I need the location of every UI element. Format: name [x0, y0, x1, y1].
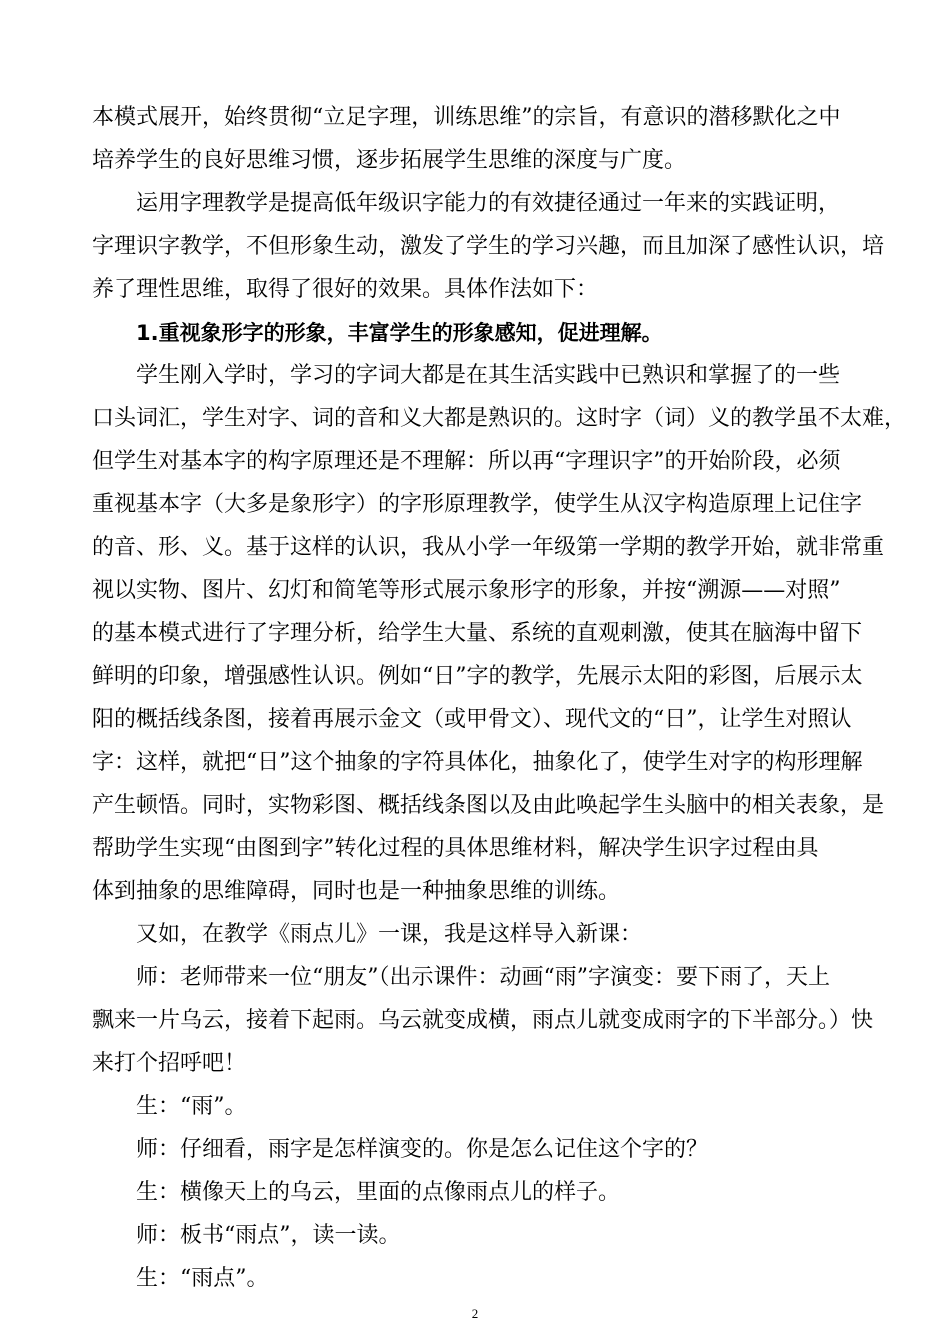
dialogue-line: 生：“雨”。 [136, 1094, 247, 1119]
text-line: 但学生对基本字的构字原理还是不理解：所以再“字理识字”的开始阶段，必须 [92, 449, 841, 474]
section-heading: 1.重视象形字的形象，丰富学生的形象感知，促进理解。 [136, 321, 663, 345]
paragraph-start-line: 学生刚入学时，学习的字词大都是在其生活实践中已熟识和掌握了的一些 [136, 363, 841, 388]
dialogue-line: 生：横像天上的乌云，里面的点像雨点儿的样子。 [136, 1180, 621, 1205]
text-line: 鲜明的印象，增强感性认识。例如“日”字的教学，先展示太阳的彩图，后展示太 [92, 664, 863, 689]
dialogue-line: 师：板书“雨点”，读一读。 [136, 1223, 401, 1248]
text-line: 飘来一片乌云，接着下起雨。乌云就变成横，雨点儿就变成雨字的下半部分。）快 [92, 1008, 874, 1033]
paragraph-start-line: 运用字理教学是提高低年级识字能力的有效捷径通过一年来的实践证明， [136, 191, 841, 216]
text-line: 本模式展开，始终贯彻“立足字理，训练思维”的宗旨，有意识的潜移默化之中 [92, 105, 841, 130]
text-line: 字理识字教学，不但形象生动，激发了学生的学习兴趣，而且加深了感性认识，培 [92, 234, 885, 259]
text-line: 帮助学生实现“由图到字”转化过程的具体思维材料，解决学生识字过程由具 [92, 836, 819, 861]
text-line: 体到抽象的思维障碍，同时也是一种抽象思维的训练。 [92, 879, 621, 904]
text-line: 产生顿悟。同时，实物彩图、概括线条图以及由此唤起学生头脑中的相关表象，是 [92, 793, 885, 818]
paragraph-start-line: 又如，在教学《雨点儿》一课，我是这样导入新课： [136, 922, 643, 947]
text-line: 来打个招呼吧！ [92, 1051, 247, 1076]
dialogue-line: 师：老师带来一位“朋友”（出示课件：动画“雨”字演变：要下雨了，天上 [136, 965, 830, 990]
dialogue-line: 师：仔细看，雨字是怎样演变的。你是怎么记住这个字的？ [136, 1137, 709, 1162]
text-line: 字：这样，就把“日”这个抽象的字符具体化，抽象化了，使学生对字的构形理解 [92, 750, 863, 775]
text-line: 视以实物、图片、幻灯和简笔等形式展示象形字的形象，并按“溯源——对照” [92, 578, 841, 603]
text-line: 的音、形、义。基于这样的认识，我从小学一年级第一学期的教学开始，就非常重 [92, 535, 885, 560]
text-line: 重视基本字（大多是象形字）的字形原理教学，使学生从汉字构造原理上记住字 [92, 492, 863, 517]
text-line: 养了理性思维，取得了很好的效果。具体作法如下： [92, 277, 599, 302]
text-line: 阳的概括线条图，接着再展示金文（或甲骨文）、现代文的“日”，让学生对照认 [92, 707, 852, 732]
text-line: 的基本模式进行了字理分析，给学生大量、系统的直观刺激，使其在脑海中留下 [92, 621, 863, 646]
text-line: 口头词汇，学生对字、词的音和义大都是熟识的。这时字（词）义的教学虽不太难， [92, 406, 907, 431]
text-line: 培养学生的良好思维习惯，逐步拓展学生思维的深度与广度。 [92, 148, 687, 173]
dialogue-line: 生：“雨点”。 [136, 1266, 269, 1291]
page-number: 2 [471, 1306, 479, 1321]
